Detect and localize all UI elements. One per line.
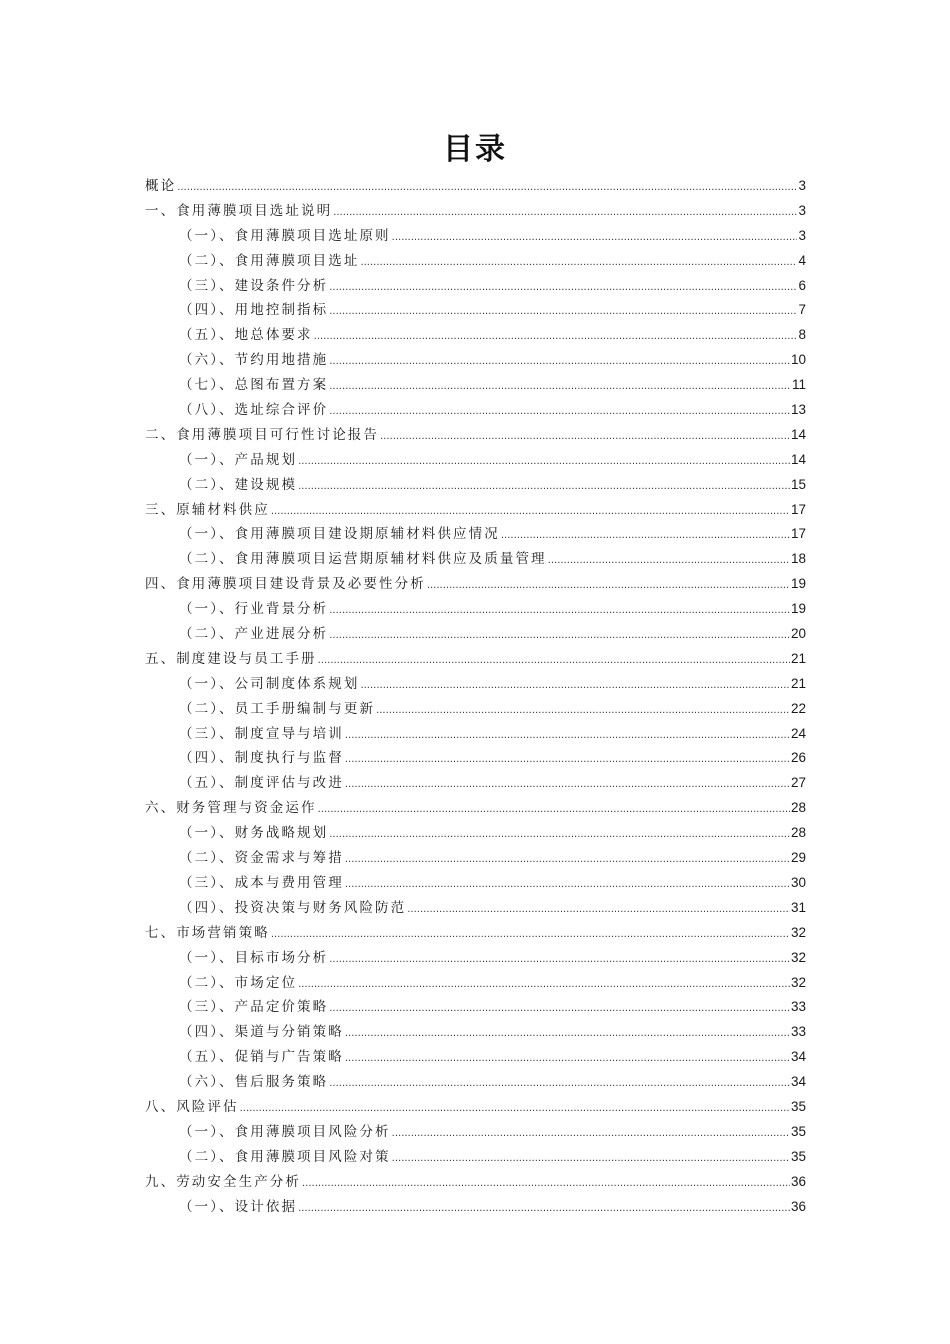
toc-page-number: 32 xyxy=(790,924,806,940)
toc-dot-leader xyxy=(298,1197,790,1222)
toc-page-number: 3 xyxy=(798,202,806,218)
toc-dot-leader xyxy=(407,898,790,923)
toc-dot-leader xyxy=(345,873,790,898)
toc-page-number: 32 xyxy=(790,974,806,990)
toc-dot-leader xyxy=(329,624,790,649)
toc-entry-chapter[interactable] xyxy=(145,174,806,199)
toc-dot-leader xyxy=(271,923,790,948)
toc-entry-title: （一）、财务战略规划 xyxy=(179,825,329,842)
toc-entry-title: （二）、食用薄膜项目运营期原辅材料供应及质量管理 xyxy=(179,551,547,568)
toc-entry-section[interactable] xyxy=(179,547,806,572)
toc-entry-section[interactable] xyxy=(179,1195,806,1220)
toc-entry-title: （二）、食用薄膜项目选址 xyxy=(179,252,360,269)
toc-entry-title: 六、财务管理与资金运作 xyxy=(145,800,317,817)
toc-dot-leader xyxy=(329,599,790,624)
toc-entry-title: 二、食用薄膜项目可行性讨论报告 xyxy=(145,426,379,443)
toc-dot-leader xyxy=(501,524,790,549)
toc-entry-section[interactable] xyxy=(179,398,806,423)
page-title: 目录 xyxy=(443,132,507,167)
toc-entry-section[interactable] xyxy=(179,1120,806,1145)
toc-entry-section[interactable] xyxy=(179,274,806,299)
toc-page-number: 30 xyxy=(790,874,806,890)
toc-entry-section[interactable] xyxy=(179,1045,806,1070)
toc-dot-leader xyxy=(314,325,798,350)
toc-page-number: 17 xyxy=(790,501,806,517)
toc-entry-title: （二）、建设规模 xyxy=(179,476,298,493)
toc-entry-chapter[interactable] xyxy=(145,1170,806,1195)
toc-entry-title: （二）、食用薄膜项目风险对策 xyxy=(179,1148,391,1165)
toc-dot-leader xyxy=(298,475,790,500)
toc-entry-section[interactable] xyxy=(179,846,806,871)
toc-page-number: 13 xyxy=(790,402,806,418)
toc-dot-leader xyxy=(177,176,797,201)
toc-dot-leader xyxy=(392,1147,790,1172)
toc-page-number: 35 xyxy=(790,1123,806,1139)
toc-dot-leader xyxy=(329,375,791,400)
toc-entry-chapter[interactable] xyxy=(145,796,806,821)
toc-dot-leader xyxy=(329,1072,790,1097)
toc-page-number: 24 xyxy=(790,725,806,741)
toc-entry-title: （四）、渠道与分销策略 xyxy=(179,1024,344,1041)
toc-dot-leader xyxy=(329,997,790,1022)
toc-entry-title: （二）、资金需求与筹措 xyxy=(179,850,344,867)
toc-page-number: 15 xyxy=(790,476,806,492)
toc-entry-title: 概论 xyxy=(145,178,177,194)
toc-dot-leader xyxy=(376,699,790,724)
toc-page-number: 28 xyxy=(790,800,806,816)
toc-dot-leader xyxy=(329,948,790,973)
toc-entry-title: （一）、食用薄膜项目选址原则 xyxy=(179,227,391,244)
toc-entry-section[interactable] xyxy=(179,746,806,771)
toc-dot-leader xyxy=(329,350,790,375)
toc-entry-section[interactable] xyxy=(179,522,806,547)
toc-entry-section[interactable] xyxy=(179,1070,806,1095)
toc-entry-title: （三）、建设条件分析 xyxy=(179,277,329,294)
toc-page-number: 19 xyxy=(790,601,806,617)
toc-entry-title: （一）、食用薄膜项目建设期原辅材料供应情况 xyxy=(179,526,500,543)
toc-entry-section[interactable] xyxy=(179,348,806,373)
toc-page-number: 27 xyxy=(790,775,806,791)
toc-page-number: 31 xyxy=(790,899,806,915)
toc-entry-section[interactable] xyxy=(179,224,806,249)
toc-dot-leader xyxy=(345,848,790,873)
toc-page-number: 17 xyxy=(790,526,806,542)
toc-entry-section[interactable] xyxy=(179,672,806,697)
toc-page-number: 19 xyxy=(790,576,806,592)
toc-entry-section[interactable] xyxy=(179,971,806,996)
toc-dot-leader xyxy=(302,1172,790,1197)
toc-entry-title: （六）、节约用地措施 xyxy=(179,352,329,369)
toc-page-number: 18 xyxy=(790,551,806,567)
toc-entry-title: 五、制度建设与员工手册 xyxy=(145,650,317,667)
toc-entry-section[interactable] xyxy=(179,323,806,348)
toc-dot-leader xyxy=(380,425,790,450)
toc-entry-section[interactable] xyxy=(179,995,806,1020)
toc-entry-title: 九、劳动安全生产分析 xyxy=(145,1173,301,1190)
toc-entry-title: （四）、用地控制指标 xyxy=(179,302,329,319)
toc-page-number: 33 xyxy=(790,1024,806,1040)
toc-entry-chapter[interactable] xyxy=(145,423,806,448)
toc-page-number: 14 xyxy=(790,426,806,442)
toc-entry-chapter[interactable] xyxy=(145,199,806,224)
toc-page-number: 26 xyxy=(790,750,806,766)
toc-dot-leader xyxy=(329,823,790,848)
toc-entry-chapter[interactable] xyxy=(145,921,806,946)
toc-page-number: 34 xyxy=(790,1074,806,1090)
toc-dot-leader xyxy=(345,748,790,773)
toc-entry-title: （三）、制度宣导与培训 xyxy=(179,725,344,742)
toc-page-number: 3 xyxy=(798,227,806,243)
toc-entry-title: （五）、制度评估与改进 xyxy=(179,775,344,792)
toc-entry-title: （二）、产业进展分析 xyxy=(179,626,329,643)
toc-dot-leader xyxy=(345,1022,790,1047)
toc-page-number: 11 xyxy=(791,377,806,393)
toc-dot-leader xyxy=(318,649,790,674)
toc-page-number: 3 xyxy=(798,178,806,193)
toc-page-number: 29 xyxy=(790,850,806,866)
toc-entry-title: 三、原辅材料供应 xyxy=(145,501,270,518)
toc-entry-section[interactable] xyxy=(179,771,806,796)
toc-page-number: 21 xyxy=(790,650,806,666)
toc-page-number: 8 xyxy=(798,327,806,343)
toc-entry-section[interactable] xyxy=(179,622,806,647)
toc-entry-title: 一、食用薄膜项目选址说明 xyxy=(145,202,333,219)
toc-entry-title: （二）、员工手册编制与更新 xyxy=(179,700,376,717)
toc-entry-chapter[interactable] xyxy=(145,498,806,523)
toc-entry-chapter[interactable] xyxy=(145,647,806,672)
toc-entry-title: （四）、投资决策与财务风险防范 xyxy=(179,899,407,916)
toc-entry-title: （三）、产品定价策略 xyxy=(179,999,329,1016)
toc-page-number: 28 xyxy=(790,825,806,841)
toc-dot-leader xyxy=(240,1097,790,1122)
toc-dot-leader xyxy=(298,973,790,998)
toc-entry-title: （二）、市场定位 xyxy=(179,974,298,991)
toc-entry-title: （一）、设计依据 xyxy=(179,1198,298,1215)
toc-entry-chapter[interactable] xyxy=(145,1095,806,1120)
toc-dot-leader xyxy=(345,773,790,798)
toc-dot-leader xyxy=(360,674,790,699)
toc-page-number: 32 xyxy=(790,949,806,965)
toc-dot-leader xyxy=(392,1122,790,1147)
toc-entry-section[interactable] xyxy=(179,473,806,498)
toc-entry-title: 七、市场营销策略 xyxy=(145,924,270,941)
toc-entry-title: （三）、成本与费用管理 xyxy=(179,874,344,891)
toc-page-number: 22 xyxy=(790,700,806,716)
toc-entry-title: 四、食用薄膜项目建设背景及必要性分析 xyxy=(145,576,426,593)
toc-entry-section[interactable] xyxy=(179,1020,806,1045)
toc-entry-title: （一）、产品规划 xyxy=(179,451,298,468)
toc-page-number: 20 xyxy=(790,626,806,642)
toc-page-number: 36 xyxy=(790,1173,806,1189)
toc-entry-title: （五）、促销与广告策略 xyxy=(179,1049,344,1066)
toc-page-number: 33 xyxy=(790,999,806,1015)
toc-entry-section[interactable] xyxy=(179,821,806,846)
toc-entry-section[interactable] xyxy=(179,871,806,896)
toc-entry-title: （一）、食用薄膜项目风险分析 xyxy=(179,1123,391,1140)
toc-dot-leader xyxy=(427,574,790,599)
toc-entry-title: （七）、总图布置方案 xyxy=(179,377,329,394)
toc-entry-section[interactable] xyxy=(179,298,806,323)
toc-entry-chapter[interactable] xyxy=(145,572,806,597)
toc-entry-title: （一）、公司制度体系规划 xyxy=(179,675,360,692)
toc-dot-leader xyxy=(360,251,797,276)
toc-dot-leader xyxy=(329,276,797,301)
toc-entry-section[interactable] xyxy=(179,373,806,398)
toc-page-number: 35 xyxy=(790,1148,806,1164)
toc-dot-leader xyxy=(345,724,790,749)
toc-dot-leader xyxy=(333,201,797,226)
toc-page-number: 35 xyxy=(790,1098,806,1114)
toc-dot-leader xyxy=(329,400,790,425)
toc-entry-section[interactable] xyxy=(179,697,806,722)
toc-dot-leader xyxy=(298,450,790,475)
toc-entry-title: 八、风险评估 xyxy=(145,1098,239,1115)
toc-page-number: 7 xyxy=(798,302,806,318)
toc-entry-title: （六）、售后服务策略 xyxy=(179,1074,329,1091)
toc-page-number: 6 xyxy=(798,277,806,293)
toc-dot-leader xyxy=(392,226,798,251)
toc-page-number: 21 xyxy=(790,675,806,691)
toc-entry-title: （四）、制度执行与监督 xyxy=(179,750,344,767)
toc-page-number: 36 xyxy=(790,1198,806,1214)
toc-entry-title: （一）、行业背景分析 xyxy=(179,601,329,618)
table-of-contents xyxy=(0,174,950,1219)
toc-entry-title: （五）、地总体要求 xyxy=(179,327,313,344)
toc-dot-leader xyxy=(329,300,797,325)
toc-entry-section[interactable] xyxy=(179,249,806,274)
toc-entry-section[interactable] xyxy=(179,1145,806,1170)
toc-dot-leader xyxy=(318,798,790,823)
toc-dot-leader xyxy=(548,549,790,574)
toc-dot-leader xyxy=(345,1047,790,1072)
toc-entry-title: （八）、选址综合评价 xyxy=(179,402,329,419)
toc-entry-section[interactable] xyxy=(179,448,806,473)
toc-entry-section[interactable] xyxy=(179,722,806,747)
toc-dot-leader xyxy=(271,500,790,525)
toc-entry-title: （一）、目标市场分析 xyxy=(179,949,329,966)
toc-entry-section[interactable] xyxy=(179,946,806,971)
toc-page-number: 10 xyxy=(790,352,806,368)
toc-entry-section[interactable] xyxy=(179,896,806,921)
toc-page-number: 4 xyxy=(798,252,806,268)
toc-entry-section[interactable] xyxy=(179,597,806,622)
toc-page-number: 34 xyxy=(790,1049,806,1065)
toc-page-number: 14 xyxy=(790,451,806,467)
